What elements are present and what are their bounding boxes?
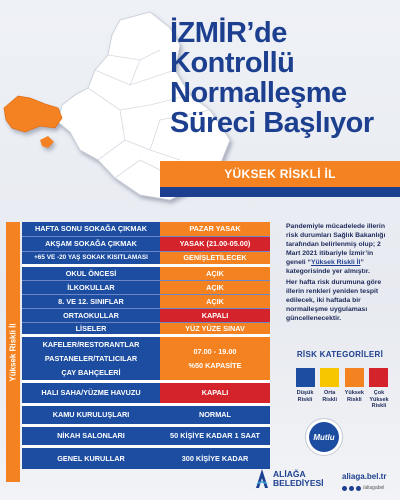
table-row xyxy=(22,427,270,448)
table-row xyxy=(22,309,270,323)
legend-label: Yüksek Riskli xyxy=(344,390,364,403)
risk-categories-title: RİSK KATEGORİLERİ xyxy=(296,350,384,359)
row-label: +65 VE -20 YAŞ SOKAK KISITLAMASI xyxy=(22,252,160,264)
risk-level-banner: YÜKSEK RİSKLİ İL xyxy=(160,161,400,187)
table-row xyxy=(22,252,270,267)
table-row xyxy=(22,406,270,427)
info-text: ” kategorisinde yer almıştır. xyxy=(286,259,370,275)
legend-label: Çok Yüksek Riskli xyxy=(369,390,389,409)
mutlu-badge-text: Mutlu xyxy=(309,422,339,452)
social-icon xyxy=(356,486,361,491)
legend-item xyxy=(343,368,365,410)
row-label: ORTAOKULLAR xyxy=(22,309,160,322)
row-label: LİSELER xyxy=(22,323,160,334)
row-value: GENİŞLETİLECEK xyxy=(160,252,270,264)
row-value: 07.00 - 19.00 xyxy=(193,346,237,356)
row-label-group xyxy=(22,337,160,380)
row-label: KAFELER/RESTORANTLAR xyxy=(42,339,140,349)
row-label: AKŞAM SOKAĞA ÇIKMAK xyxy=(22,237,160,251)
legend-swatch xyxy=(345,368,364,387)
banner-accent-stripe xyxy=(160,187,400,197)
row-label: OKUL ÖNCESİ xyxy=(22,267,160,280)
legend-label: Düşük Riskli xyxy=(296,390,314,403)
info-highlight: Yüksek Riskli İl xyxy=(310,259,361,266)
row-label: ÇAY BAHÇELERİ xyxy=(61,367,121,377)
row-label: HAFTA SONU SOKAĞA ÇIKMAK xyxy=(22,222,160,236)
headline-line-2: Kontrollü xyxy=(170,47,295,79)
row-value: NORMAL xyxy=(160,406,270,424)
social-handle[interactable] xyxy=(342,485,384,491)
legend-swatch xyxy=(369,368,388,387)
side-label-bar xyxy=(6,222,20,482)
side-label: Yüksek Riskli İl xyxy=(8,322,18,382)
row-value: KAPALI xyxy=(160,309,270,322)
table-row xyxy=(22,222,270,237)
row-label: İLKOKULLAR xyxy=(22,281,160,294)
headline-line-1: İZMİR’de xyxy=(170,17,287,49)
row-value: AÇIK xyxy=(160,281,270,294)
municipality-name-line-1: ALİAĞA xyxy=(273,468,306,479)
table-row xyxy=(22,237,270,252)
municipality-name-line-2: BELEDİYESİ xyxy=(273,478,324,488)
social-handle-text: /aliagabel xyxy=(363,485,385,491)
website-link[interactable]: aliaga.bel.tr xyxy=(342,472,387,481)
legend-item xyxy=(294,368,316,410)
row-value: PAZAR YASAK xyxy=(160,222,270,236)
row-value: KAPALI xyxy=(160,383,270,403)
table-row xyxy=(22,281,270,295)
info-paragraph-1 xyxy=(286,222,394,276)
row-value: YÜZ YÜZE SINAV xyxy=(160,323,270,334)
mutlu-badge xyxy=(305,418,343,456)
legend-item xyxy=(368,368,390,410)
legend-label: Orta Riskli xyxy=(322,390,337,403)
legend-item xyxy=(319,368,341,410)
table-row xyxy=(22,448,270,469)
info-text: Pandemiyle mücadelede illerin risk durumları Sağlık Bakanlığı tarafından belirlenmiş olup; 2 Mart 2021 itibariyle İzmir’in geneli “ xyxy=(286,223,386,266)
row-value: 50 KİŞİYE KADAR 1 SAAT xyxy=(160,427,270,445)
row-value: 300 KİŞİYE KADAR xyxy=(160,448,270,469)
headline-line-4: Süreci Başlıyor xyxy=(170,107,374,139)
table-row xyxy=(22,323,270,337)
row-value: AÇIK xyxy=(160,295,270,308)
row-value: AÇIK xyxy=(160,267,270,280)
municipality-logo xyxy=(254,468,324,490)
map-peninsula xyxy=(4,96,62,132)
table-row xyxy=(22,295,270,309)
row-label: HALI SAHA/YÜZME HAVUZU xyxy=(22,383,160,403)
map-island xyxy=(40,136,54,148)
legend-swatch xyxy=(296,368,315,387)
row-label: NİKAH SALONLARI xyxy=(22,427,160,445)
row-label: KAMU KURULUŞLARI xyxy=(22,406,160,424)
risk-category-legend xyxy=(294,368,390,410)
table-row xyxy=(22,267,270,281)
row-label: PASTANELER/TATLICILAR xyxy=(44,353,138,363)
table-row xyxy=(22,337,270,383)
row-label: GENEL KURULLAR xyxy=(22,448,160,469)
info-paragraph-2: Her hafta risk durumuna göre illerin renkleri yeniden tespit edilecek, iki haftada bir normalleşme uygulaması güncellenecektir. xyxy=(286,279,382,322)
row-label: 8. VE 12. SINIFLAR xyxy=(22,295,160,308)
table-row xyxy=(22,383,270,406)
legend-swatch xyxy=(320,368,339,387)
social-icon xyxy=(349,486,354,491)
row-value: YASAK (21.00-05.00) xyxy=(160,237,270,251)
headline xyxy=(170,18,395,138)
municipality-name xyxy=(273,470,324,489)
social-icon xyxy=(342,486,347,491)
row-value: %50 KAPASİTE xyxy=(188,360,242,370)
headline-line-3: Normalleşme xyxy=(170,77,347,109)
rules-table xyxy=(22,222,270,469)
municipality-logo-icon xyxy=(254,468,270,490)
row-value-group xyxy=(160,337,270,380)
